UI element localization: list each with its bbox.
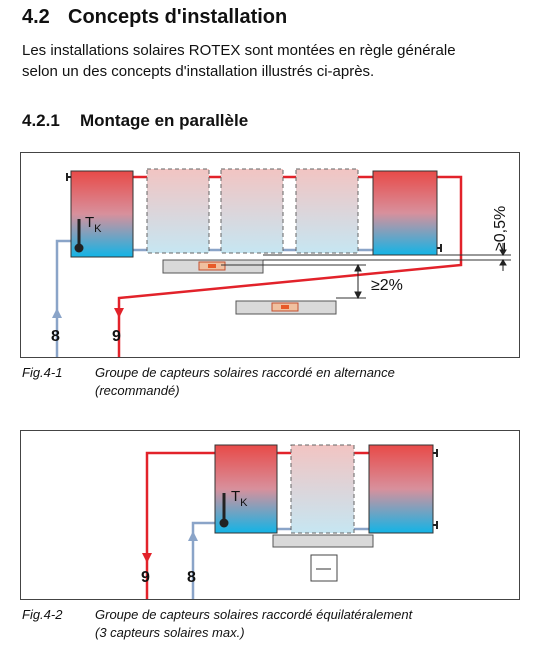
section-heading (22, 6, 287, 29)
collector-faded-2-1 (291, 445, 354, 533)
end-caps-2 (433, 449, 437, 529)
figure-2-caption-line-1: Groupe de capteurs solaires raccordé équilatéralement (95, 607, 413, 622)
return-line (57, 241, 373, 357)
dimension-arrow-bottom (355, 265, 361, 298)
spirit-level-top (163, 260, 263, 273)
return-port-arrow-2 (188, 531, 198, 541)
collector-faded-2 (221, 169, 283, 253)
return-line-2 (193, 523, 369, 599)
flow-port-arrow (114, 308, 124, 318)
figure-2-caption (22, 606, 522, 646)
collector-faded-3 (296, 169, 358, 253)
section-number: 4.2 (22, 6, 50, 28)
sensor-label: $T_K$ (85, 214, 102, 235)
return-port-arrow (52, 308, 62, 318)
figure-1-caption-line-1: Groupe de capteurs solaires raccordé en alternance (95, 365, 395, 380)
intro-paragraph (22, 40, 522, 82)
slope-bottom-label: ≥2% (371, 277, 403, 294)
intro-line-1: Les installations solaires ROTEX sont montées en règle générale (22, 42, 456, 59)
subsection-title: Montage en parallèle (80, 111, 249, 130)
spirit-level-bottom (236, 301, 336, 314)
figure-1-diagram (21, 153, 519, 357)
figure-1-caption-line-2: (recommandé) (95, 383, 180, 398)
figure-1-frame (20, 152, 520, 358)
slope-reference-lines (221, 255, 511, 298)
collector-right (373, 171, 437, 255)
collector-faded-1 (147, 169, 209, 253)
sensor-label-2: $T_K$ (231, 488, 248, 509)
figure-2-caption-line-2: (3 capteurs solaires max.) (95, 625, 245, 640)
spirit-level-2 (273, 535, 373, 547)
port-label-flow-2: 9 (141, 569, 150, 586)
subsection-heading (22, 111, 248, 131)
collector-right-2 (369, 445, 433, 533)
figure-2-caption-label: Fig.4-2 (22, 607, 63, 622)
port-label-return: 8 (51, 328, 60, 345)
intro-line-2: selon un des concepts d'installation illustrés ci-après. (22, 63, 375, 80)
figure-2-diagram (21, 431, 519, 599)
port-label-flow: 9 (112, 328, 121, 345)
slope-top-label: ≥0,5% (492, 205, 509, 251)
figure-1-caption-label: Fig.4-1 (22, 365, 63, 380)
figure-2-frame (20, 430, 520, 600)
flow-port-arrow-2 (142, 553, 152, 563)
subsection-number: 4.2.1 (22, 111, 60, 130)
port-label-return-2: 8 (187, 569, 196, 586)
level-symbol: — (316, 560, 331, 577)
section-title: Concepts d'installation (68, 6, 288, 28)
figure-1-caption (22, 364, 522, 402)
